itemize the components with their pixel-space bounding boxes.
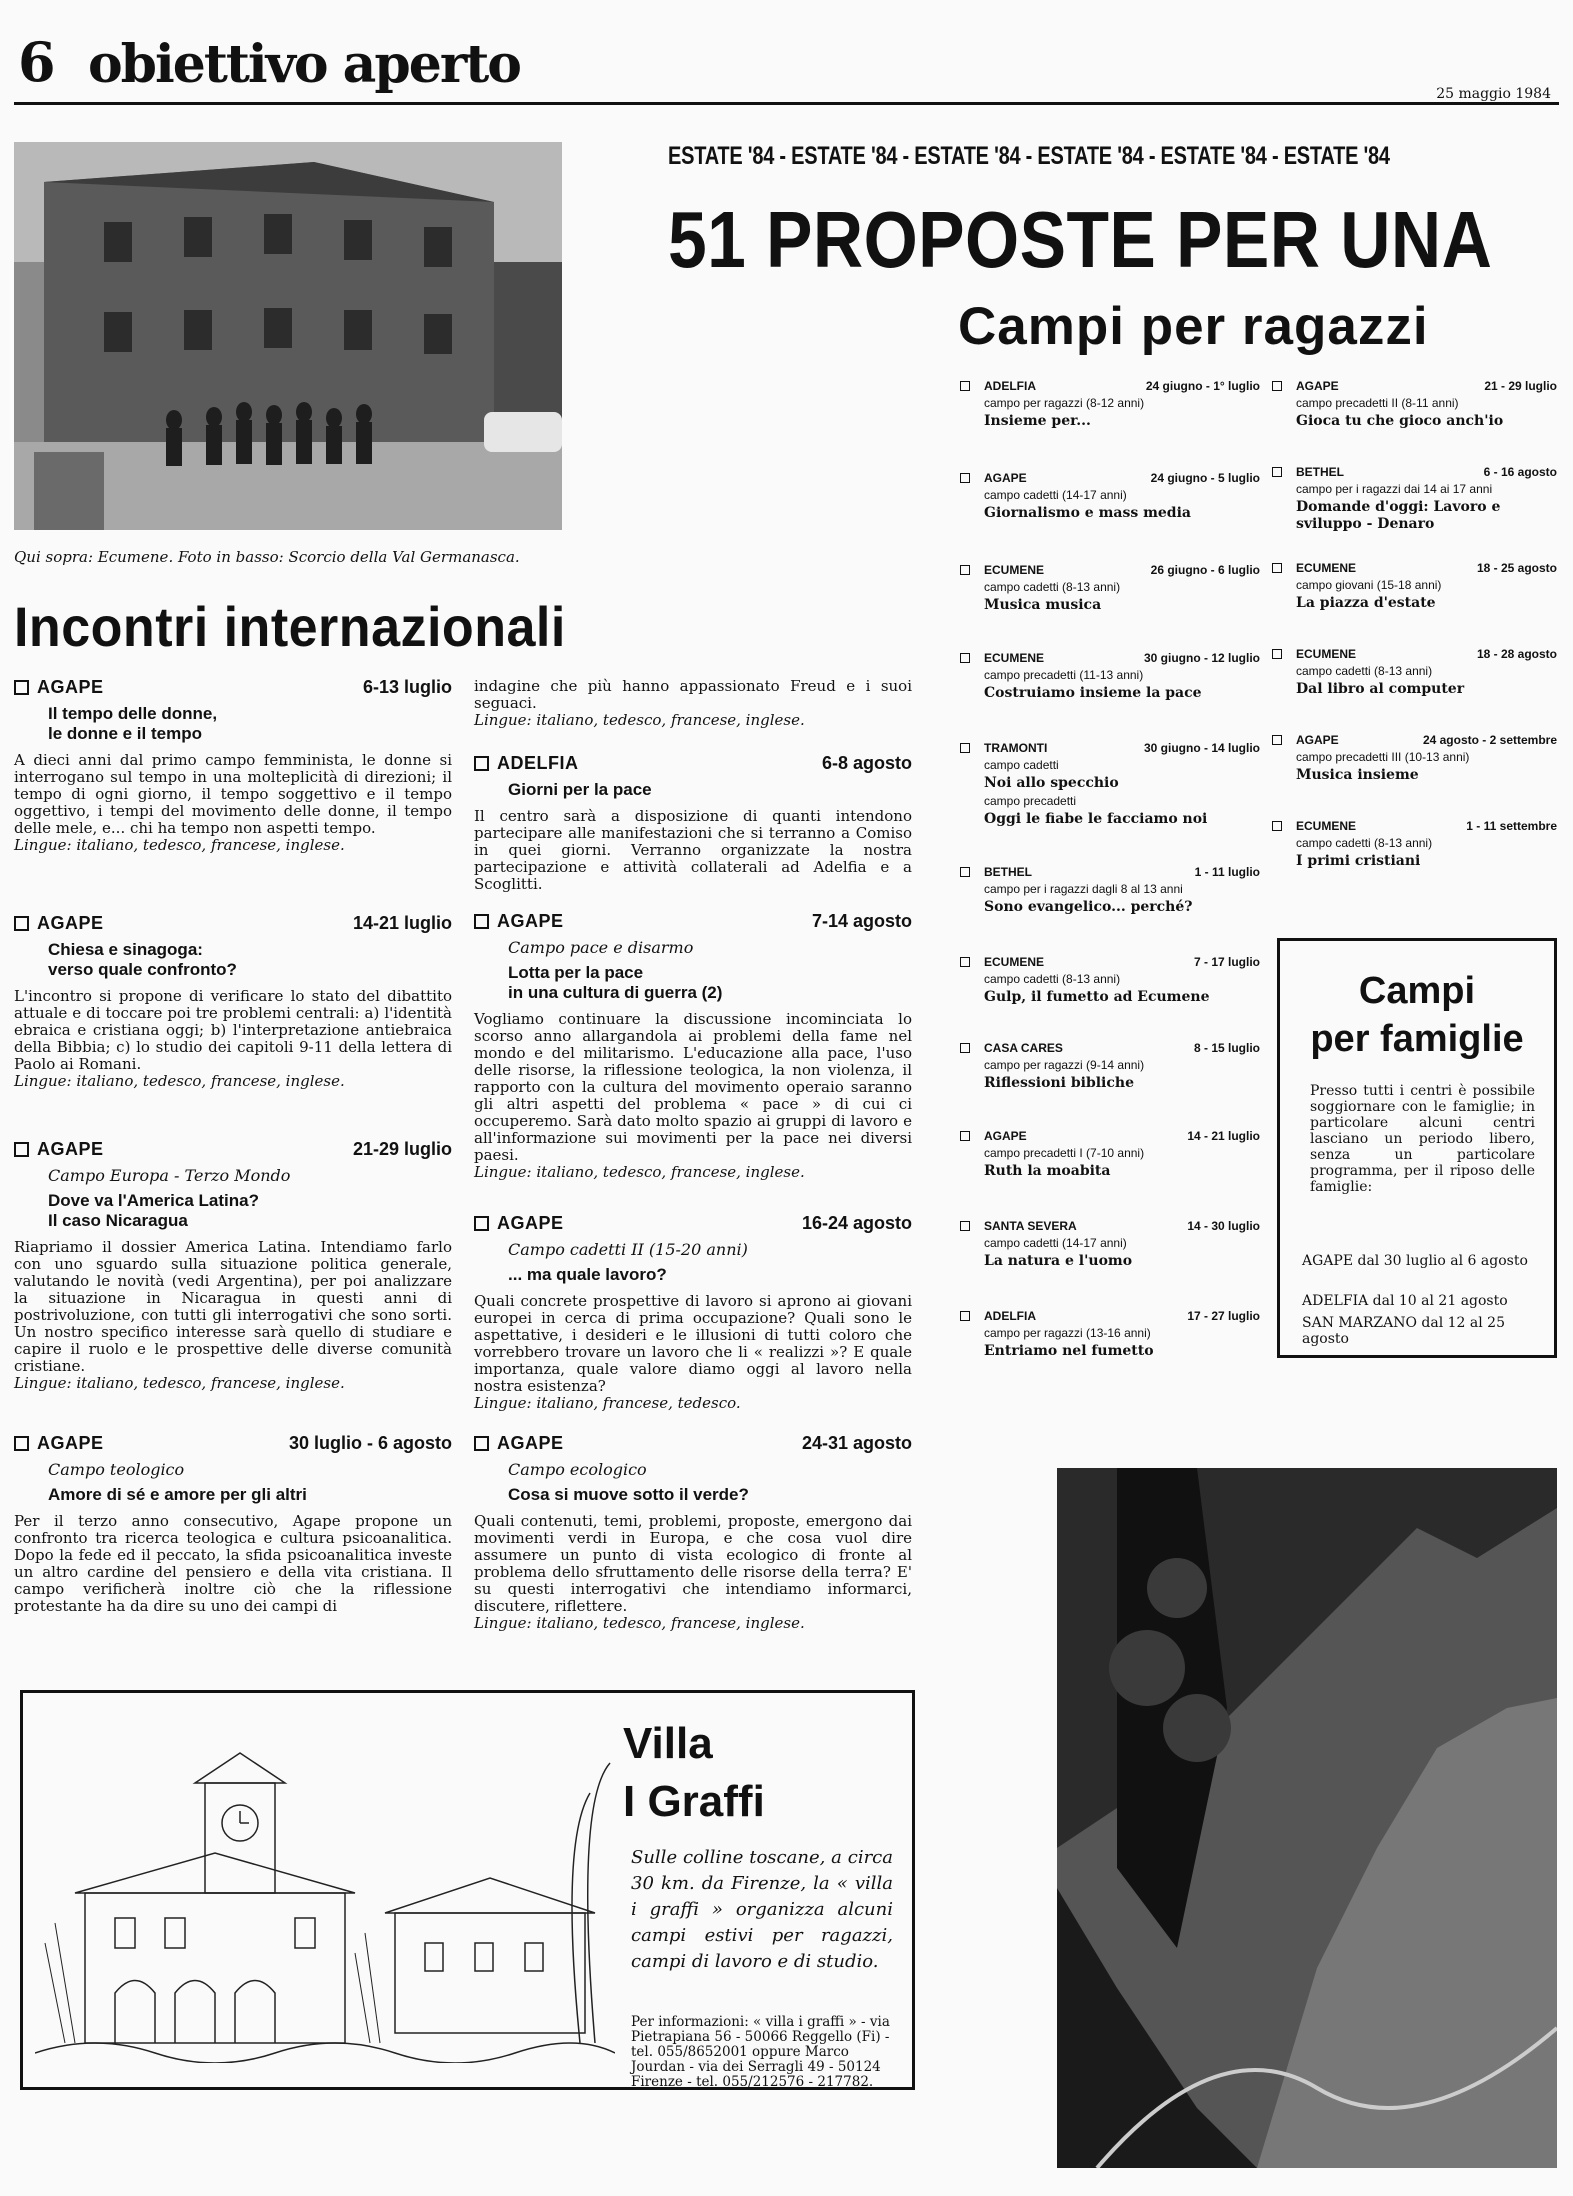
incontro-entry: [14, 1432, 452, 1615]
entry-languages: Lingue: italiano, tedesco, francese, inglese.: [14, 1072, 345, 1090]
checkbox-icon: [1272, 649, 1282, 659]
entry-dates: 6-8 agosto: [821, 752, 912, 773]
entry-topic: Chiesa e sinagoga: verso quale confronto?: [48, 940, 237, 979]
camp-title: I primi cristiani: [1296, 853, 1421, 869]
incontro-entry: [474, 1432, 912, 1632]
entry-languages: Lingue: italiano, tedesco, francese, inglese.: [474, 711, 805, 729]
camp-desc: campo per ragazzi (8-12 anni): [984, 396, 1145, 410]
camp-title: Gulp, il fumetto ad Ecumene: [984, 989, 1210, 1005]
entry-languages: Lingue: italiano, tedesco, francese, inglese.: [14, 1374, 345, 1392]
entry-dates: 14-21 luglio: [352, 912, 452, 933]
camp-location: SANTA SEVERA: [984, 1219, 1077, 1233]
camp-title: Sono evangelico... perché?: [984, 899, 1193, 915]
camp-desc: campo per ragazzi (9-14 anni): [984, 1058, 1145, 1072]
camp-item: [960, 954, 1260, 1006]
checkbox-icon: [960, 1221, 970, 1231]
entry-location: AGAPE: [497, 1432, 564, 1453]
checkbox-icon: [1272, 381, 1282, 391]
entry-location: AGAPE: [37, 1138, 104, 1159]
camp-title: Giornalismo e mass media: [984, 505, 1191, 521]
camp-dates: 30 giugno - 14 luglio: [1143, 741, 1260, 755]
camp-desc: campo cadetti: [984, 758, 1059, 772]
camp-dates: 1 - 11 luglio: [1194, 865, 1260, 879]
camp-location: ECUMENE: [984, 651, 1045, 665]
entry-languages: Lingue: italiano, tedesco, francese, inglese.: [474, 1614, 805, 1632]
camp-item: [960, 470, 1260, 522]
camp-dates: 26 giugno - 6 luglio: [1150, 563, 1260, 577]
campi-ragazzi-title: Campi per ragazzi: [958, 297, 1429, 356]
camp-desc: campo cadetti (8-13 anni): [1296, 664, 1433, 678]
camp-location: BETHEL: [1296, 465, 1344, 479]
camp-title: Dal libro al computer: [1296, 681, 1465, 697]
entry-body: Quali contenuti, temi, problemi, proposte, emergono dai movimenti verdi in Europa, e che cosa vuol dire assumere un punto di vista ecologico di fronte al problema dello sfruttamento delle risorse della terra? E' su questi interrogativi che intendiamo informarci, discutere, riflettere.: [474, 1512, 912, 1615]
camp-desc: campo per i ragazzi dai 14 ai 17 anni: [1296, 482, 1493, 496]
incontri-title: Incontri internazionali: [14, 595, 566, 658]
photo-caption: Qui sopra: Ecumene. Foto in basso: Scorcio della Val Germanasca.: [14, 548, 520, 566]
checkbox-icon: [14, 916, 29, 931]
checkbox-icon: [1272, 563, 1282, 573]
checkbox-icon: [960, 1131, 970, 1141]
entry-location: AGAPE: [37, 676, 104, 697]
camp-dates: 24 agosto - 2 settembre: [1422, 733, 1557, 747]
incontro-entry: [474, 752, 912, 893]
entry-type: Campo ecologico: [508, 1460, 647, 1479]
camp-item: [1272, 560, 1557, 612]
camp-desc: campo per i ragazzi dagli 8 al 13 anni: [984, 882, 1183, 896]
checkbox-icon: [474, 914, 489, 929]
camp-title: Costruiamo insieme la pace: [984, 685, 1202, 701]
checkbox-icon: [960, 1043, 970, 1053]
villa-drawing: [35, 1743, 615, 2063]
camp-item: [960, 1040, 1260, 1092]
camp-item: [960, 864, 1260, 916]
entry-topic: Cosa si muove sotto il verde?: [508, 1485, 749, 1504]
famiglie-period: ADELFIA dal 10 al 21 agosto: [1302, 1293, 1508, 1309]
estate-banner: ESTATE '84 - ESTATE '84 - ESTATE '84 - ESTATE '84 - ESTATE '84 - ESTATE '84: [668, 142, 1390, 170]
camp-item: [960, 1308, 1260, 1360]
camp-location: ECUMENE: [984, 563, 1045, 577]
camp-title: Insieme per...: [984, 413, 1091, 429]
incontro-entry: [14, 912, 452, 1090]
camp-item: [960, 650, 1260, 702]
camp-title: Entriamo nel fumetto: [984, 1343, 1154, 1359]
camp-title: La piazza d'estate: [1296, 595, 1436, 611]
entry-type: Campo cadetti II (15-20 anni): [508, 1240, 748, 1259]
checkbox-icon: [14, 680, 29, 695]
entry-topic: ... ma quale lavoro?: [508, 1265, 667, 1284]
camp-item: [1272, 464, 1557, 533]
famiglie-body: Presso tutti i centri è possibile soggiornare con le famiglie; in particolare alcuni centri lasciano un periodo libero, senza un particolare programma, per il riposo delle famiglie:: [1310, 1083, 1535, 1195]
entry-dates: 16-24 agosto: [801, 1212, 912, 1233]
camp-title: Domande d'oggi: Lavoro e sviluppo - Denaro: [1296, 499, 1501, 532]
camp-location: AGAPE: [984, 1129, 1027, 1143]
entry-location: ADELFIA: [497, 752, 579, 773]
camp-dates: 18 - 25 agosto: [1476, 561, 1557, 575]
val-germanasca-photo: [1057, 1468, 1557, 2168]
camp-item: [960, 562, 1260, 614]
famiglie-period: SAN MARZANO dal 12 al 25 agosto: [1302, 1315, 1505, 1347]
camp-location: AGAPE: [984, 471, 1027, 485]
camp-desc: campo cadetti (14-17 anni): [984, 1236, 1127, 1250]
camp-item: [960, 378, 1260, 430]
entry-languages: Lingue: italiano, tedesco, francese, inglese.: [14, 836, 345, 854]
camp-desc: campo cadetti (8-13 anni): [984, 972, 1121, 986]
camp-desc: campo cadetti (8-13 anni): [1296, 836, 1433, 850]
checkbox-icon: [14, 1142, 29, 1157]
page-number: 6: [18, 30, 54, 94]
entry-dates: 30 luglio - 6 agosto: [288, 1432, 452, 1453]
camp-dates: 18 - 28 agosto: [1476, 647, 1557, 661]
camp-title: Musica insieme: [1296, 767, 1419, 783]
entry-dates: 6-13 luglio: [362, 676, 452, 697]
camp-dates: 21 - 29 luglio: [1484, 379, 1557, 393]
camp-dates: 24 giugno - 1° luglio: [1145, 379, 1260, 393]
camp-desc: campo cadetti (8-13 anni): [984, 580, 1121, 594]
camp-title: Ruth la moabita: [984, 1163, 1111, 1179]
camp-dates: 14 - 30 luglio: [1187, 1219, 1260, 1233]
villa-body: Sulle colline toscane, a circa 30 km. da Firenze, la « villa i graffi » organizza alcuni campi estivi per ragazzi, campi di lavoro e di studio.: [631, 1847, 893, 1972]
camp-location: AGAPE: [1296, 379, 1339, 393]
camp-title: Riflessioni bibliche: [984, 1075, 1134, 1091]
camp-desc: campo cadetti (14-17 anni): [984, 488, 1127, 502]
checkbox-icon: [1272, 821, 1282, 831]
camp-location: ECUMENE: [1296, 819, 1357, 833]
camp-title: Musica musica: [984, 597, 1102, 613]
camp-desc-secondary: campo precadetti: [984, 794, 1077, 808]
entry-type: Campo teologico: [48, 1460, 185, 1479]
entry-topic: Lotta per la pace in una cultura di guerra (2): [508, 963, 723, 1002]
masthead-title: obiettivo aperto: [88, 34, 520, 95]
checkbox-icon: [1272, 467, 1282, 477]
checkbox-icon: [1272, 735, 1282, 745]
entry-type: Campo pace e disarmo: [508, 938, 694, 957]
incontro-entry-continued: [474, 678, 912, 729]
entry-type: Campo Europa - Terzo Mondo: [48, 1166, 291, 1185]
checkbox-icon: [960, 653, 970, 663]
entry-topic: Giorni per la pace: [508, 780, 652, 799]
checkbox-icon: [960, 473, 970, 483]
camp-location: AGAPE: [1296, 733, 1339, 747]
camp-title: La natura e l'uomo: [984, 1253, 1133, 1269]
entry-languages: Lingue: italiano, francese, tedesco.: [474, 1394, 741, 1412]
camp-item: [1272, 818, 1557, 870]
camp-dates: 6 - 16 agosto: [1483, 465, 1557, 479]
camp-item: [1272, 732, 1557, 784]
entry-topic: Amore di sé e amore per gli altri: [48, 1485, 307, 1504]
checkbox-icon: [960, 565, 970, 575]
camp-item: [960, 1218, 1260, 1270]
ecumene-photo: [14, 142, 562, 530]
entry-dates: 21-29 luglio: [352, 1138, 452, 1159]
camp-desc: campo precadetti I (7-10 anni): [984, 1146, 1145, 1160]
camp-desc: campo giovani (15-18 anni): [1296, 578, 1442, 592]
entry-topic: Il tempo delle donne, le donne e il tempo: [48, 704, 218, 743]
villa-box: [20, 1690, 915, 2090]
camp-desc: campo precadetti III (10-13 anni): [1296, 750, 1470, 764]
issue-date: 25 maggio 1984: [1436, 86, 1551, 102]
camp-dates: 14 - 21 luglio: [1187, 1129, 1260, 1143]
entry-languages: Lingue: italiano, tedesco, francese, inglese.: [474, 1163, 805, 1181]
famiglie-period: AGAPE dal 30 luglio al 6 agosto: [1302, 1253, 1528, 1269]
camp-location: CASA CARES: [984, 1041, 1063, 1055]
checkbox-icon: [960, 1311, 970, 1321]
checkbox-icon: [474, 1216, 489, 1231]
entry-body: A dieci anni dal primo campo femminista, le donne si interrogano sul tempo in una molteplicità di direzioni; il tempo di ogni giorno, il tempo soggettivo e il tempo oggettivo, i tempi del movimento delle donne, il tempo delle mele, e... chi ha tempo non aspetti tempo.: [14, 751, 452, 837]
villa-info: Per informazioni: « villa i graffi » - via Pietrapiana 56 - 50066 Reggello (Fi) - tel. 055/8652001 oppure Marco Jourdan - via dei Serragli 49 - 50124 Firenze - tel. 055/212576 - 217782.: [631, 2014, 890, 2090]
incontro-entry: [14, 676, 452, 854]
camp-item: [1272, 378, 1557, 430]
entry-body: Per il terzo anno consecutivo, Agape propone un confronto tra ricerca teologica e cultura psicoanalitica. Dopo la fede ed il peccato, la sfida psicoanalitica investe un altro cardine del pensiero e della vita cristiana. Il campo verificherà inoltre ciò che la riflessione protestante ha da dire su uno dei campi di: [14, 1512, 452, 1615]
entry-location: AGAPE: [37, 1432, 104, 1453]
incontro-entry: [474, 1212, 912, 1412]
famiglie-box: [1277, 938, 1557, 1358]
entry-location: AGAPE: [497, 910, 564, 931]
camp-location: ECUMENE: [984, 955, 1045, 969]
entry-location: AGAPE: [497, 1212, 564, 1233]
camp-location: TRAMONTI: [984, 741, 1048, 755]
camp-dates: 8 - 15 luglio: [1193, 1041, 1260, 1055]
checkbox-icon: [14, 1436, 29, 1451]
camp-dates: 30 giugno - 12 luglio: [1143, 651, 1260, 665]
checkbox-icon: [960, 743, 970, 753]
entry-dates: 7-14 agosto: [811, 910, 912, 931]
camp-dates: 17 - 27 luglio: [1187, 1309, 1260, 1323]
checkbox-icon: [960, 957, 970, 967]
camp-item: [960, 1128, 1260, 1180]
incontro-entry: [474, 910, 912, 1181]
camp-title: Noi allo specchio: [984, 775, 1119, 791]
camp-dates: 7 - 17 luglio: [1193, 955, 1260, 969]
checkbox-icon: [474, 1436, 489, 1451]
checkbox-icon: [960, 381, 970, 391]
camp-location: ECUMENE: [1296, 647, 1357, 661]
camp-dates: 24 giugno - 5 luglio: [1150, 471, 1260, 485]
camp-location: ADELFIA: [984, 1309, 1036, 1323]
entry-topic: Dove va l'America Latina? Il caso Nicaragua: [48, 1191, 259, 1230]
camp-item: [960, 740, 1260, 828]
camp-item: [1272, 646, 1557, 698]
checkbox-icon: [474, 756, 489, 771]
camp-desc: campo per ragazzi (13-16 anni): [984, 1326, 1151, 1340]
entry-body: Vogliamo continuare la discussione incominciata lo scorso anno allargandola ai problemi della fame nel mondo e del militarismo. L'educazione alla pace, l'uso delle risorse, la riflessione teologica, la non violenza, il rapporto con la cultura del movimento operaio saranno gli altri aspetti del problema « pace » di cui ci occuperemo. Sarà dato molto spazio ai gruppi di lavoro e all'informazione sui movimenti per la pace nei diversi paesi.: [474, 1010, 912, 1164]
checkbox-icon: [960, 867, 970, 877]
entry-body: Il centro sarà a disposizione di quanti intendono partecipare alle manifestazioni che si terranno a Comiso in quei giorni. Verranno organizzate la nostra partecipazione e attività collaterali ad Adelfia e a Scoglitti.: [474, 807, 912, 893]
camp-location: ECUMENE: [1296, 561, 1357, 575]
camp-location: BETHEL: [984, 865, 1032, 879]
famiglie-title: Campi per famiglie: [1310, 970, 1524, 1060]
camp-dates: 1 - 11 settembre: [1466, 819, 1557, 833]
entry-body: indagine che più hanno appassionato Freud e i suoi seguaci.: [474, 677, 912, 712]
entry-body: Riapriamo il dossier America Latina. Intendiamo farlo con uno sguardo sulla situazione politica generale, valutando le novità (vedi Argentina), per poi analizzare la situazione in Nicaragua in questi anni di postrivoluzione, con tutti gli interrogativi che sono sorti. Un nostro specifico interesse sarà quello di studiare e capire il ruolo e le prospettive delle diverse comunità cristiane.: [14, 1238, 452, 1375]
incontro-entry: [14, 1138, 452, 1392]
entry-dates: 24-31 agosto: [801, 1432, 912, 1453]
main-headline: 51 PROPOSTE PER UNA: [668, 195, 1493, 284]
camp-title: Gioca tu che gioco anch'io: [1296, 413, 1504, 429]
camp-location: ADELFIA: [984, 379, 1036, 393]
entry-body: Quali concrete prospettive di lavoro si aprono ai giovani europei in cerca di prima occupazione? Quali sono le aspettative, i desideri e le illusioni di tutti coloro che vorrebbero trovare un lavoro che li « realizzi »? E quale importanza, quale valore diamo oggi al lavoro nella nostra esistenza?: [474, 1292, 912, 1395]
camp-desc: campo precadetti (11-13 anni): [984, 668, 1144, 682]
camp-title-secondary: Oggi le fiabe le facciamo noi: [984, 811, 1208, 827]
entry-body: L'incontro si propone di verificare lo stato del dibattito attuale e di toccare poi tre problemi centrali: a) l'identità ebraica e cristiana oggi; b) l'interpretazione antiebraica della Bibbia; c) lo studio dei capitoli 9-11 della lettera di Paolo ai Romani.: [14, 987, 452, 1073]
camp-desc: campo precadetti II (8-11 anni): [1296, 396, 1459, 410]
villa-title: Villa I Graffi: [623, 1719, 765, 1826]
entry-location: AGAPE: [37, 912, 104, 933]
masthead-rule: [14, 102, 1559, 105]
